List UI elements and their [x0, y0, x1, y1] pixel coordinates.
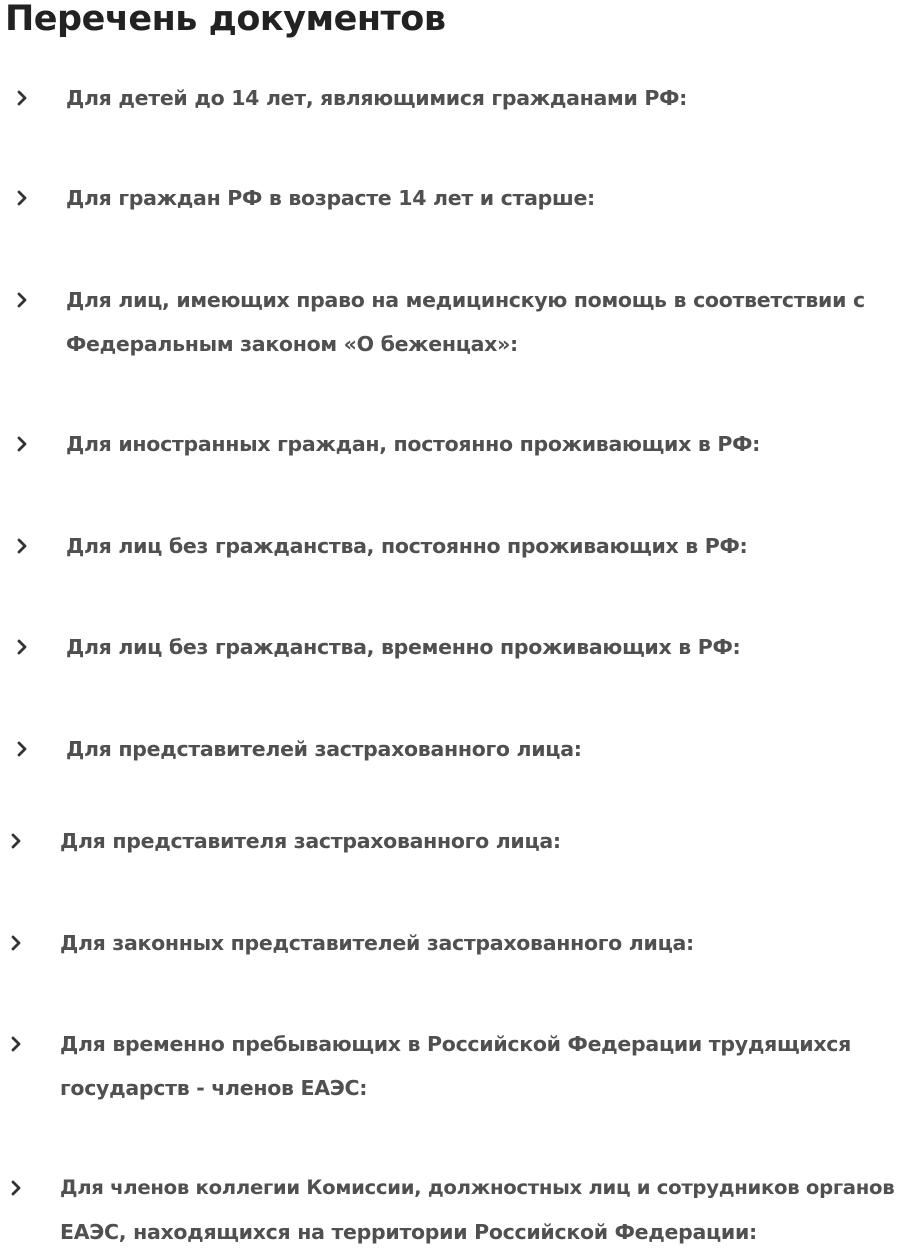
chevron-right-icon [16, 288, 28, 312]
list-item-label: Для лиц без гражданства, постоянно проживающих в РФ: [66, 534, 748, 558]
list-item-label-line2: Федеральным законом «О беженцах»: [66, 332, 518, 356]
list-item-label: Для представителя застрахованного лица: [60, 829, 561, 853]
list-item-label-line2: государств - членов ЕАЭС: [60, 1076, 368, 1100]
list-item-label: Для граждан РФ в возрасте 14 лет и старше: [66, 186, 595, 210]
chevron-right-icon [10, 1032, 22, 1056]
chevron-right-icon [10, 829, 22, 853]
list-item-label: Для лиц без гражданства, временно проживающих в РФ: [66, 635, 741, 659]
list-item-label: Для иностранных граждан, постоянно проживающих в РФ: [66, 432, 760, 456]
list-item-label: Для временно пребывающих в Российской Федерации трудящихся [60, 1032, 852, 1056]
chevron-right-icon [16, 534, 28, 558]
chevron-right-icon [16, 86, 28, 110]
list-item-label: Для законных представителей застрахованного лица: [60, 931, 694, 955]
page-title: Перечень документов [5, 0, 446, 39]
list-item-label: Для детей до 14 лет, являющимися гражданами РФ: [66, 86, 688, 110]
chevron-right-icon [16, 432, 28, 456]
chevron-right-icon [16, 186, 28, 210]
list-item-label: Для представителей застрахованного лица: [66, 737, 582, 761]
list-item-label-line2: ЕАЭС, находящихся на территории Российской Федерации: [60, 1220, 757, 1244]
chevron-right-icon [10, 1176, 22, 1200]
list-item-label: Для членов коллегии Комиссии, должностных лиц и сотрудников органов [60, 1176, 895, 1199]
chevron-right-icon [10, 931, 22, 955]
list-item-label: Для лиц, имеющих право на медицинскую помощь в соответствии с [66, 288, 865, 312]
chevron-right-icon [16, 635, 28, 659]
chevron-right-icon [16, 737, 28, 761]
